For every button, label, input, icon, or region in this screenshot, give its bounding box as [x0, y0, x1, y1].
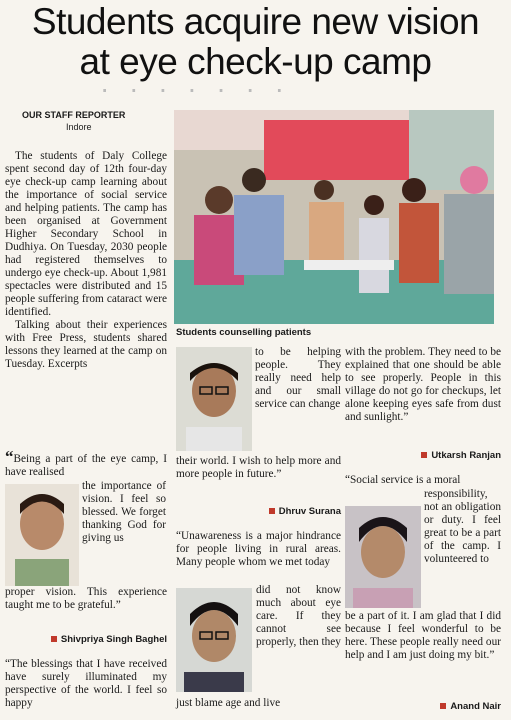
byline: OUR STAFF REPORTER [22, 110, 126, 120]
attribution-utkarsh [345, 450, 501, 461]
quote-3-start: “Unawareness is a major hindrance for people living in rural areas. Many people whom we met today [176, 530, 341, 568]
portrait-anand [345, 506, 421, 608]
headline-line-1: Students acquire new vision [31, 1, 480, 42]
quote-4-start: “Social service is a moral [345, 474, 461, 486]
main-photo [174, 110, 494, 324]
quote-mark-1: “ [5, 447, 14, 466]
photo-caption: Students counselling patients [176, 327, 312, 338]
quote-2-end: their world. I wish to help more and more people in future.” [176, 455, 341, 480]
quote-1-text-a: Being a part of the eye camp, I have realised [5, 453, 167, 478]
headline [0, 2, 511, 82]
quote-next-text: “The blessings that I have received have surely illuminated my perspective of the world. I feel so happy [5, 658, 167, 709]
intro-paragraph-1: The students of Daly College spent second day of 12th four-day eye check-up camp learning about the importance of social service and helping patients. The camp has been organised at Government Higher Secondary School in Dudhiya. On Tuesday, 2030 people had registered themselves to undergo eye check-up. About 1,981 spectacles were distributed and 15 people suffering from cataract were identified. [5, 150, 167, 318]
quote-3-wrap: did not know much about eye care. If they cannot see properly, then they [256, 584, 341, 648]
attribution-shivpriya [5, 634, 167, 645]
attribution-name: Shivpriya Singh Baghel [60, 634, 167, 645]
portrait-utkarsh [176, 588, 252, 692]
portrait-shivpriya [5, 484, 79, 586]
quote-1-end: proper vision. This experience taught me to be grateful.” [5, 586, 167, 611]
quote-4-end: be a part of it. I am glad that I did because I feel wonderful to be here. These people really need our help and I am just doing my bit.” [345, 610, 501, 661]
quote-3-continued: with the problem. They need to be explained that one should be able to see properly. People in this village do not go for checkups, let alone keeping eyes safe from dust and sunlight.” [345, 346, 501, 423]
quote-1-wrap: the importance of vision. I feel so blessed. We forget thanking God for giving us [82, 480, 166, 544]
attribution-name: Utkarsh Ranjan [431, 450, 501, 461]
intro-paragraph-2: Talking about their experiences with Free Press, students shared lessons they learned at the camp on Tuesday. Excerpts [5, 319, 167, 370]
quote-4-wrap: responsibility, not an obligation or duty. I feel great to be a part of the camp. I volunteered to [424, 488, 501, 565]
portrait-dhruv [176, 347, 252, 451]
dateline: Indore [66, 122, 92, 132]
attribution-name: Dhruv Surana [278, 506, 341, 517]
attribution-anand [345, 701, 501, 712]
bleed-through-text: · · · · · · · [100, 73, 290, 104]
attribution-dhruv [176, 506, 341, 517]
intro-text [5, 150, 167, 371]
quote-2-wrap: to be helping people. They really need help and our small service can change [255, 346, 341, 410]
quote-3-end: just blame age and live [176, 697, 281, 709]
attribution-name: Anand Nair [450, 701, 501, 712]
headline-line-2: at eye check-up camp [79, 41, 432, 82]
quote-1 [5, 447, 167, 479]
